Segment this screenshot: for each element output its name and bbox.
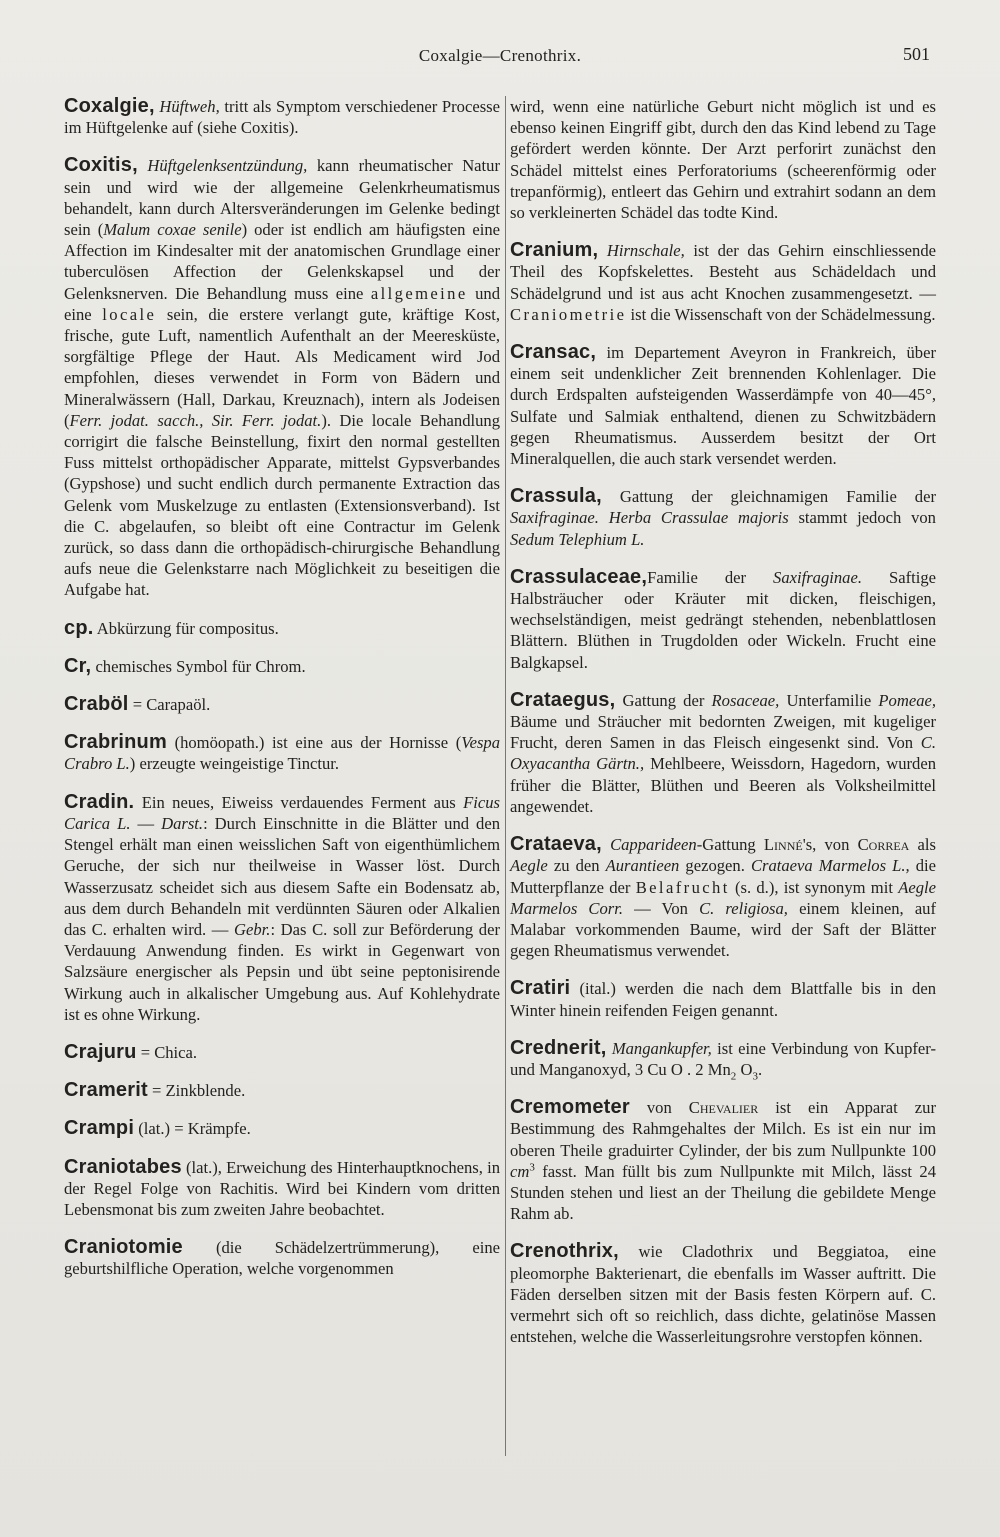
entry-text: zu den [547, 856, 606, 876]
entry-crassula [510, 486, 936, 550]
headword: Crataegus, [510, 688, 616, 711]
italic-term: Capparideen- [610, 835, 703, 855]
italic-term: Saxifraginae. [773, 567, 862, 587]
entry-crenothrix [510, 1241, 936, 1347]
entry-text: Ein neues, Eiweiss verdauendes Ferment aus [141, 792, 464, 812]
entry-craniotomie-continued [510, 96, 936, 223]
subscript: 2 [730, 1070, 737, 1083]
entry-crednerit [510, 1036, 937, 1083]
entry-cremometer [510, 1097, 936, 1224]
spaced-term: Belafrucht [635, 877, 730, 897]
entry-crampi [64, 1118, 500, 1139]
italic-term: Gebr. [234, 919, 271, 939]
entry-crataeva [510, 834, 936, 961]
entry-craniotabes [64, 1157, 500, 1221]
entry-text: ) erzeugte weingeistige Tinctur. [129, 754, 340, 774]
italic-term: Crataeva Marmelos L., [750, 856, 910, 876]
italic-term: Darst. [161, 813, 204, 833]
entry-text: (s. d.), ist synonym mit [729, 877, 899, 897]
entry-text: 's, von [802, 835, 858, 855]
entry-craniotomie [64, 1237, 500, 1279]
entry-cradin [64, 792, 500, 1025]
headword: Crampi [64, 1117, 135, 1140]
entry-text: Bäume und Sträucher mit bedornten Zweigen, mit kugeliger Frucht, deren Samen in das Fleisch eingesenkt sind. Von [510, 712, 936, 753]
italic-term: Aegle Marmelos Corr. [510, 877, 936, 918]
headword: Cr, [64, 654, 92, 677]
entry-text: (die Schädelzertrümmerung), eine geburtshilfliche Operation, welche vorgenommen [64, 1238, 500, 1279]
headword: Coxitis, [64, 154, 138, 177]
entry-text: ist der das Gehirn einschliessende Theil des Kopfskelettes. Besteht aus Schädeldach und Schädelgrund und ist aus acht Knochen zusammengesetzt. — [510, 241, 936, 303]
subscript: 3 [752, 1070, 758, 1083]
author-name: Linné [763, 835, 803, 855]
entry-crassulaceae [510, 567, 936, 673]
entry-text: ). Die locale Behandlung corrigirt die falsche Beinstellung, fixirt den normal gestellten Fuss mittelst orthopädischer Apparate, mittelst Gypsverbandes (Gypshose) und sucht endlich durch permanente Extraction das Gelenk vom Muskelzuge zu entlasten (Extensionsverband). Ist die C. abgelaufen, so bleibt oft eine Contractur im Gelenk zurück, so dass dann die orthopädisch-chirurgische Behandlung aufs neue die Gelenkstarre nach Möglichkeit zu beseitigen die Aufgabe hat. [64, 410, 500, 600]
headword: Cranium, [510, 239, 599, 262]
entry-text: Gattung [702, 835, 764, 855]
headword: Cratiri [510, 977, 571, 1000]
entry-text: ) oder ist endlich am häufigsten eine Affection im Kindesalter mit der anatomischen Grundlage einer tuberculösen Affection der Gelenkskapsel und der Gelenksnerven. Die Behandlung muss eine [64, 220, 501, 303]
entry-text: : Das C. soll zur Beförderung der Verdauung Anwendung finden. Es wirkt in Gegenwart von Salzsäure energischer als Pepsin und übt seine peptonisirende Wirkung auch in alkalischer Umgebung aus. Auf Kohlehydrate ist es ohne Wirkung. [64, 919, 500, 1024]
entry-text: tritt als Symptom verschiedener Processe im Hüftgelenke auf (siehe Coxitis). [64, 97, 500, 138]
entry-text: chemisches Symbol für Chrom. [95, 656, 306, 676]
italic-term: C. Oxyacantha Gärtn., [510, 733, 936, 774]
entry-cp [64, 618, 500, 639]
entry-text: (ital.) werden die nach dem Blattfalle bis in den Winter hinein reifenden Feigen genannt. [510, 979, 936, 1020]
entry-text: als [909, 835, 936, 855]
entry-cranium [510, 240, 936, 325]
entry-text: (lat.), Erweichung des Hinterhauptknochens, in der Regel Folge von Rachitis. Wird bei Kindern vom dritten Lebensmonat bis zum zweiten Jahre beobachtet. [64, 1157, 500, 1219]
entry-craboel [64, 694, 500, 715]
gloss: Hüftgelenksentzündung, [147, 156, 308, 176]
entry-text: (lat.) = Krämpfe. [138, 1119, 251, 1139]
spaced-term: locale [102, 304, 157, 324]
spaced-term: Craniometrie [510, 304, 627, 324]
running-head: Coxalgie—Crenothrix. [418, 46, 582, 65]
entry-cr [64, 656, 500, 677]
italic-term: Ficus Carica L. [64, 792, 500, 833]
entry-text: die Mutterpflanze der [510, 856, 936, 897]
headword: Crajuru [64, 1040, 137, 1063]
entry-cramerit [64, 1080, 500, 1101]
entry-text: im Departement Aveyron in Frankreich, über einem seit undenklicher Zeit brennenden Kohlenlager. Die durch Erdspalten aufsteigenden Wasserdämpfe von 40—45°, Sulfate und Salmiak enthaltend, dienen zu Schwitzbädern gegen Rheumatismus. Ausserdem besitzt der Ort Mineralquellen, die auch stark versendet werden. [510, 343, 936, 469]
entry-crabrinum [64, 732, 500, 774]
headword: Crabrinum [64, 731, 167, 754]
headword: Crenothrix, [510, 1240, 619, 1263]
entry-text: ist die Wissenschaft von der Schädelmessung. [626, 304, 936, 324]
italic-term: Ferr. jodat. sacch., Sir. Ferr. jodat. [69, 410, 322, 430]
left-column [64, 96, 500, 1297]
italic-term: C. religiosa, [699, 898, 788, 918]
entry-text: Gattung der [622, 690, 712, 710]
column-divider [505, 96, 506, 1456]
headword: Crassulaceae, [510, 565, 648, 588]
entry-text: = Chica. [140, 1042, 198, 1062]
right-column [510, 96, 936, 1364]
page-number: 501 [903, 44, 930, 64]
italic-term: cm [510, 1161, 530, 1181]
author-name: Correa [857, 835, 910, 855]
headword: Cradin. [64, 790, 135, 813]
entry-text: einem kleinen, auf Malabar vorkommenden Baume, wird der Saft der Blätter gegen Rheumatismus verwendet. [510, 898, 937, 961]
entry-cransac [510, 342, 936, 469]
entry-text: — [130, 813, 162, 833]
headword: Crataeva, [510, 833, 602, 856]
superscript: 3 [529, 1161, 535, 1174]
spaced-term: allgemeine [370, 283, 468, 303]
entry-text: = Zinkblende. [152, 1081, 246, 1101]
entry-text: Abkürzung für compositus. [96, 618, 279, 638]
entry-text: wird, wenn eine natürliche Geburt nicht möglich ist und es ebenso keinen Eingriff gibt, durch den das Kind lebend zu Tage gefördert werden könnte. Der Arzt perforirt zunächst den Schädel mittelst eines Perforatoriums (scheerenförmig oder trepanförmig), entleert das Gehirn und extrahirt sodann an dem so verkleinerten Schädel das todte Kind. [510, 97, 936, 223]
entry-text: ist eine Verbindung von Kupfer- und Manganoxyd, 3 Cu O . 2 Mn [510, 1038, 937, 1079]
entry-text: von [646, 1098, 689, 1118]
entry-text: fasst. Man füllt bis zum Nullpunkte mit Milch, lässt 24 Stunden stehen und liest an der Theilung die gebildete Menge Rahm ab. [510, 1161, 936, 1224]
italic-term: Aurantieen [605, 856, 680, 876]
entry-crataegus [510, 690, 936, 817]
entry-text: kann rheumatischer Natur sein und wird wie der allgemeine Gelenkrheumatismus behandelt, kann durch Altersveränderungen im Gelenke bedingt sein ( [64, 156, 500, 240]
gloss: Hüftweh, [159, 97, 220, 116]
italic-term: Pomeae, [878, 690, 936, 710]
entry-text: wie Cladothrix und Beggiatoa, eine pleomorphe Bakterienart, die ebenfalls im Wasser auftritt. Die Fäden derselben sitzen mit der Basis festen Körpern auf. C. vermehrt sich oft so reichlich, dass dichte, gelatinöse Massen entstehen, welche die Wasserleitungsrohre verstopfen können. [510, 1242, 937, 1347]
entry-text: Unterfamilie [779, 690, 879, 710]
italic-term: Saxifraginae. Herba Crassulae majoris [510, 508, 789, 528]
italic-term: Aegle [510, 856, 548, 876]
entry-cratiri [510, 978, 936, 1020]
entry-text: O [736, 1059, 753, 1079]
entry-text: (homöopath.) ist eine aus der Hornisse ( [174, 733, 462, 753]
italic-term: Rosaceae, [711, 690, 780, 710]
entry-text: Saftige Halbsträucher oder Kräuter mit dicken, fleischigen, wechselständigen, meist gedrängt stehenden, nebenblattlosen Blättern. Blüthen in Trugdolden oder Wickeln. Frucht eine Balgkapsel. [510, 567, 936, 672]
headword: Crednerit, [510, 1036, 607, 1059]
entry-coxalgie [64, 96, 500, 138]
entry-text: stammt jedoch von [788, 508, 936, 528]
italic-term: Sedum Telephium L. [510, 529, 645, 549]
entry-coxitis [64, 155, 500, 600]
italic-term: Malum coxae senile [103, 220, 242, 240]
headword: Crassula, [510, 485, 602, 508]
author-name: Chevalier [688, 1098, 759, 1118]
headword: Cransac, [510, 341, 597, 364]
entry-text: Familie der [647, 567, 774, 587]
gloss: Mangankupfer, [611, 1038, 712, 1058]
headword: Craböl [64, 693, 129, 716]
italic-term: Vespa Crabro L. [64, 733, 500, 774]
entry-text: sein, die erstere verlangt gute, kräftige Kost, frische, gute Luft, namentlich Aufenthalt an der Meeresküste, sorgfältige Pflege der Haut. Als Medicament wird Jod empfohlen, dieses verwendet in Form von Bädern und Mineralwässern (Hall, Darkau, Kreuznach), intern als Jodeisen ( [64, 304, 500, 430]
headword: Cramerit [64, 1079, 148, 1102]
headword: Cremometer [510, 1096, 630, 1119]
headword: Craniotabes [64, 1155, 182, 1178]
entry-crajuru [64, 1042, 500, 1063]
entry-text: = Carapaöl. [132, 695, 211, 715]
headword: Craniotomie [64, 1236, 183, 1259]
headword: cp. [64, 616, 94, 639]
entry-text: und eine [64, 283, 500, 324]
headword: Coxalgie, [64, 95, 155, 117]
entry-text: . [757, 1059, 763, 1079]
entry-text: Mehlbeere, Weissdorn, Hagedorn, wurden früher die Blätter, Blüthen und Beeren als Volksheilmittel angewendet. [510, 754, 936, 816]
entry-text: : Durch Einschnitte in die Blätter und den Stengel erhält man einen weisslichen Saft von eigenthümlichem Geruche, der sich nur theilweise in Wasser löst. Durch Wasserzusatz scheidet sich aus diesem Safte ein Bodensatz ab, aus dem durch Behandeln mit verdünnten Säuren oder Alkalien das C. erhalten wird. — [64, 813, 501, 939]
gloss: Hirnschale, [606, 241, 685, 261]
entry-text: gezogen. [679, 856, 751, 876]
entry-text: ist ein Apparat zur Bestimmung des Rahmgehaltes der Milch. Es ist ein nur im oberen Theile graduirter Cylinder, der bis zum Nullpunkte 100 [510, 1098, 936, 1160]
entry-text: Gattung der gleichnamigen Familie der [619, 487, 936, 507]
entry-text: — Von [623, 898, 700, 918]
